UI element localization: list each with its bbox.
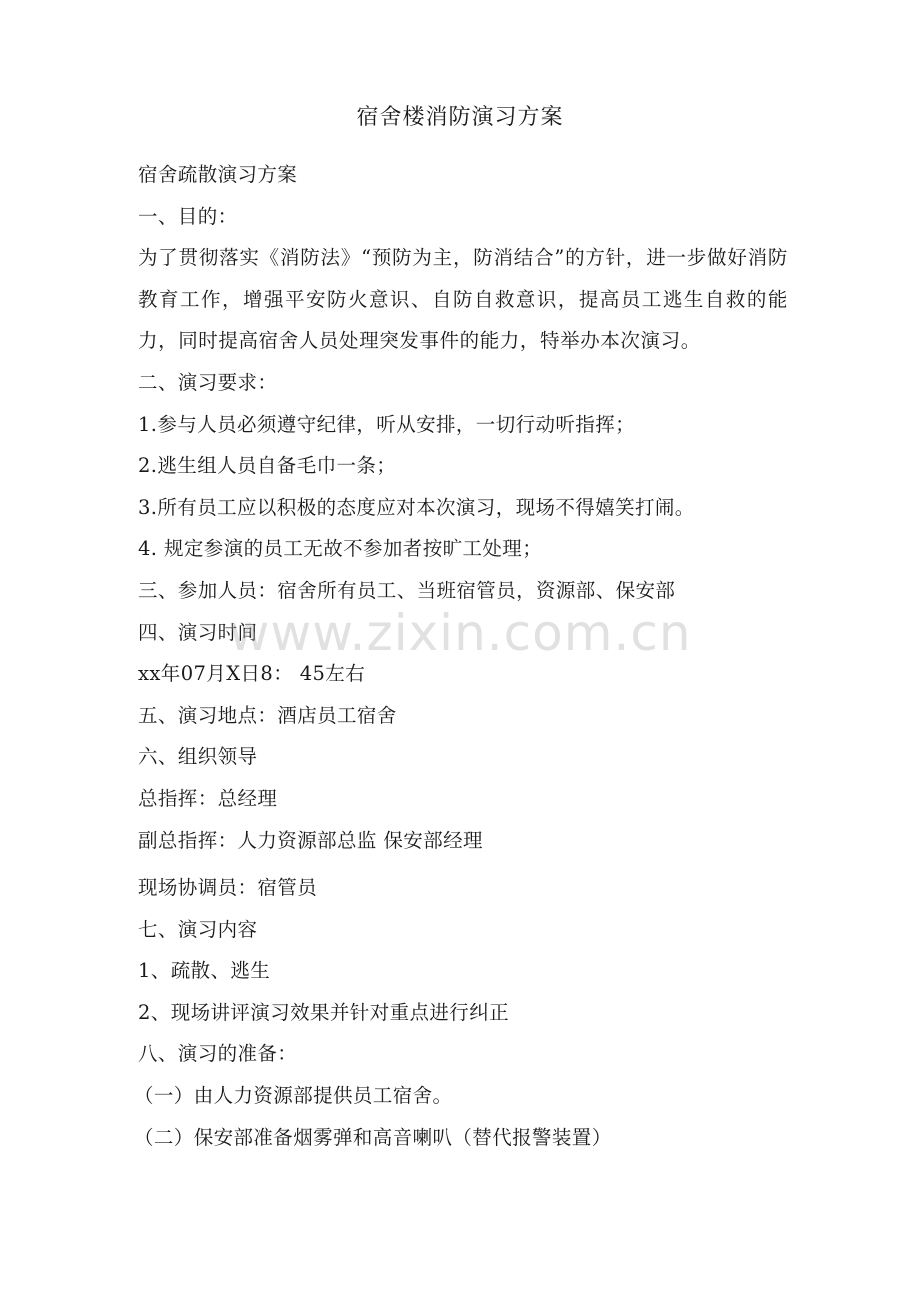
document-subtitle: 宿舍疏散演习方案	[138, 163, 298, 186]
deputy-commander-line: 副总指挥：人力资源部总监 保安部经理	[138, 828, 483, 852]
requirement-item: 2.逃生组人员自备毛巾一条；	[138, 454, 397, 478]
section-heading-time: 四、演习时间	[138, 620, 258, 644]
section-participants: 三、参加人员：宿舍所有员工、当班宿管员，资源部、保安部	[138, 578, 676, 602]
preparation-item: （二）保安部准备烟雾弹和高音喇叭（替代报警装置）	[134, 1125, 612, 1149]
section-heading-preparation: 八、演习的准备：	[138, 1042, 298, 1066]
section-heading-leadership: 六、组织领导	[138, 745, 258, 769]
document-title: 宿舍楼消防演习方案	[356, 105, 564, 130]
coordinator-line: 现场协调员：宿管员	[138, 876, 318, 900]
commander-line: 总指挥：总经理	[138, 786, 278, 810]
requirement-item: 4. 规定参演的员工无故不参加者按旷工处理；	[138, 537, 543, 561]
content-item: 2、现场讲评演习效果并针对重点进行纠正	[138, 1000, 510, 1024]
preparation-item: （一）由人力资源部提供员工宿舍。	[134, 1084, 453, 1108]
section-location: 五、演习地点：酒店员工宿舍	[138, 703, 397, 727]
section-heading-purpose: 一、目的：	[138, 204, 238, 228]
drill-time-value: xx年07月X日8： 45左右	[138, 662, 366, 686]
section-heading-requirements: 二、演习要求：	[138, 370, 278, 394]
requirement-item: 1.参与人员必须遵守纪律，听从安排，一切行动听指挥；	[138, 412, 636, 436]
watermark-text: www.zixin.com.cn	[228, 604, 692, 662]
content-item: 1、疏散、逃生	[138, 959, 271, 983]
requirement-item: 3.所有员工应以积极的态度应对本次演习，现场不得嬉笑打闹。	[138, 495, 695, 519]
purpose-paragraph: 为了贯彻落实《消防法》“预防为主，防消结合”的方针，进一步做好消防教育工作，增强平安防火意识、自防自救意识，提高员工逃生自救的能力，同时提高宿舍人员处理突发事件的能力，特举办本次演习。	[138, 246, 788, 353]
section-heading-content: 七、演习内容	[138, 917, 258, 941]
document-body	[134, 154, 788, 1158]
